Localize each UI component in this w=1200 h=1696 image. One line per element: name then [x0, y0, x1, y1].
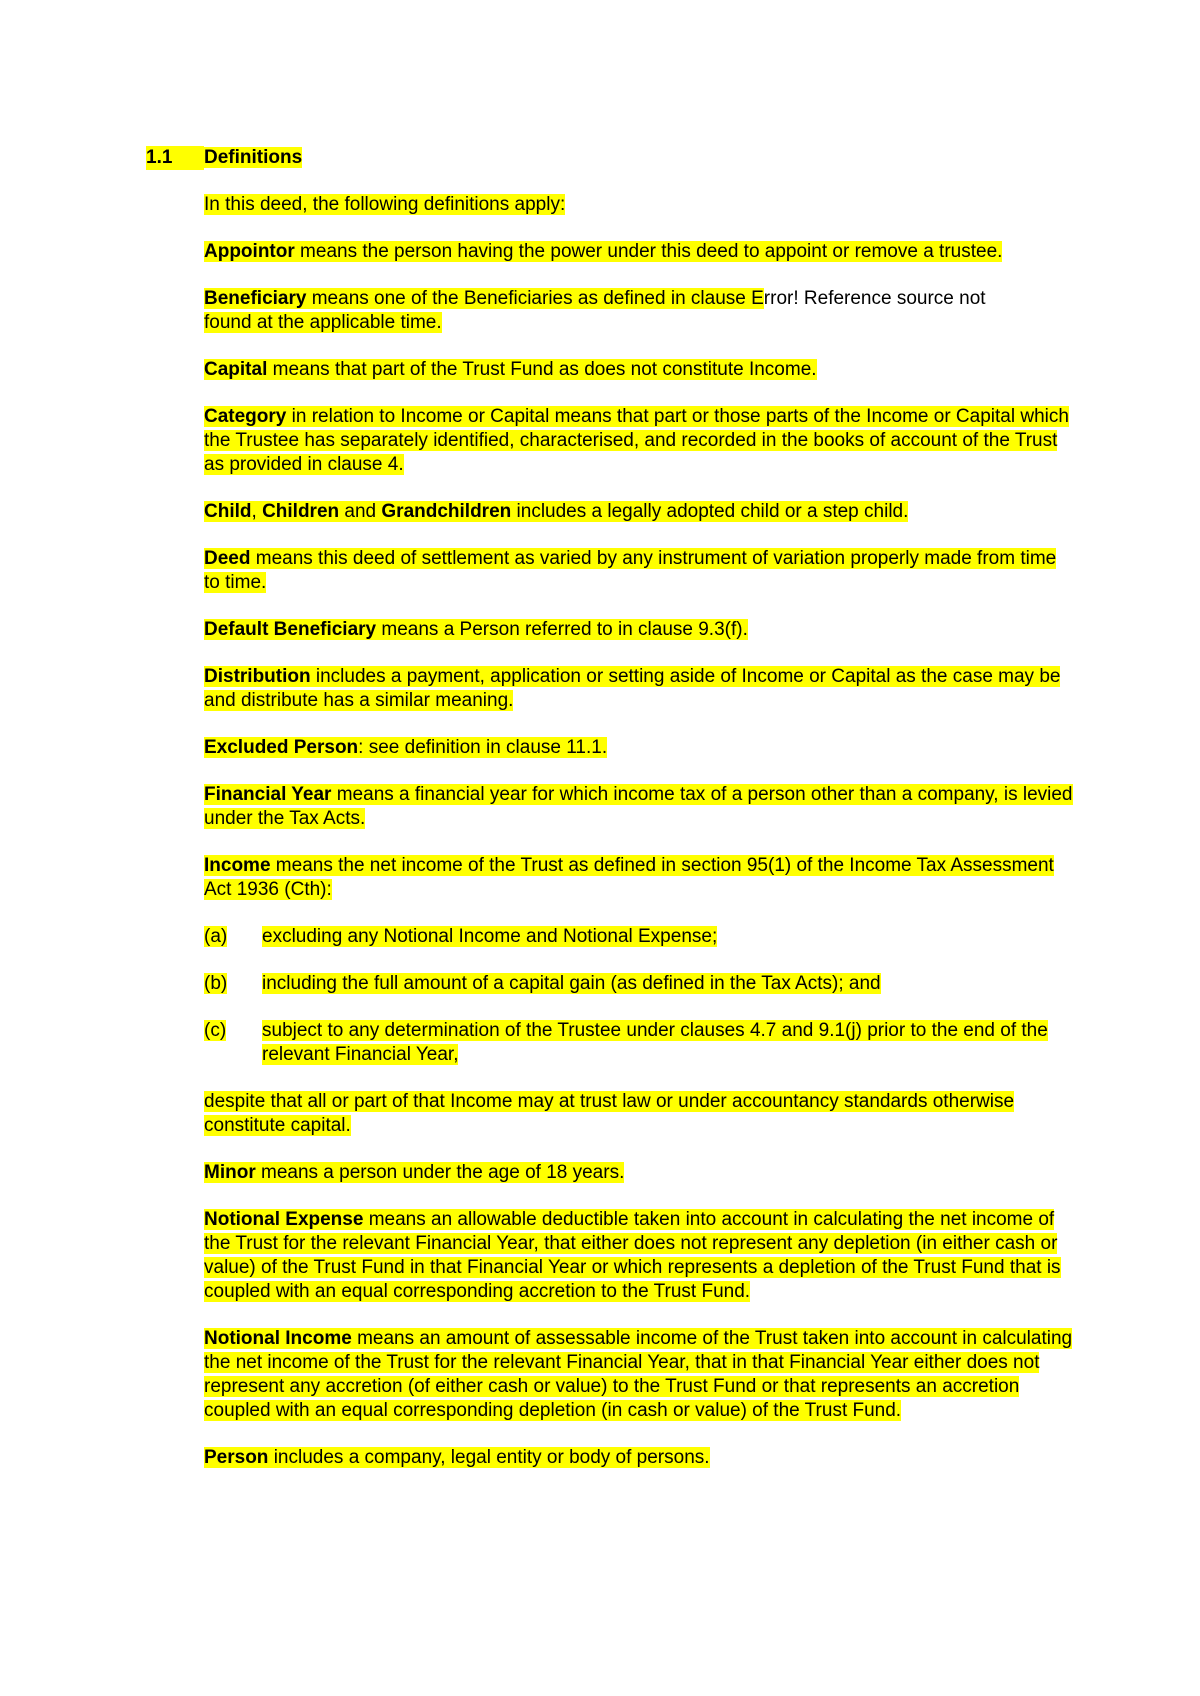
definition-excluded-person [204, 736, 1074, 760]
term-beneficiary: Beneficiary [204, 288, 307, 309]
intro-text: In this deed, the following definitions apply: [204, 194, 566, 215]
item-label: (a) [204, 926, 228, 947]
term-income: Income [204, 855, 271, 876]
term-deed: Deed [204, 548, 251, 569]
income-closing [204, 1090, 1074, 1138]
definition-beneficiary [204, 287, 1074, 335]
section-number: 1.1 [146, 146, 204, 170]
item-text: excluding any Notional Income and Notional Expense; [262, 926, 718, 947]
definition-text: means an allowable deductible taken into account in calculating the net income of the Trust for the relevant Financial Year, that either does not represent any depletion (in either cash or value) of the Trust Fund in that Financial Year or which represents a depletion of the Trust Fund that is coupled with an equal corresponding accretion to the Trust Fund. [204, 1209, 1061, 1302]
item-label: (b) [204, 973, 228, 994]
reference-error-text: rror! Reference source not [763, 288, 986, 309]
income-item-c [204, 1019, 1074, 1067]
section-title: Definitions [204, 147, 303, 168]
term-notional-income: Notional Income [204, 1328, 352, 1349]
term-default-beneficiary: Default Beneficiary [204, 619, 377, 640]
definition-text: includes a legally adopted child or a step child. [511, 501, 909, 522]
definition-text: found at the applicable time. [204, 312, 442, 333]
separator: , [251, 501, 263, 522]
term-financial-year: Financial Year [204, 784, 332, 805]
item-text: subject to any determination of the Trustee under clauses 4.7 and 9.1(j) prior to the end of the relevant Financial Year, [262, 1020, 1048, 1065]
definition-income [204, 854, 1074, 902]
intro-paragraph [204, 193, 1074, 217]
definition-distribution [204, 665, 1074, 713]
income-item-b [204, 972, 1074, 996]
definition-minor [204, 1161, 1074, 1185]
definitions-body [204, 193, 1074, 1493]
definition-text: includes a payment, application or setting aside of Income or Capital as the case may be and distribute has a similar meaning. [204, 666, 1061, 711]
definition-text: means the net income of the Trust as defined in section 95(1) of the Income Tax Assessment Act 1936 (Cth): [204, 855, 1054, 900]
term-grandchildren: Grandchildren [381, 501, 512, 522]
definition-text: means that part of the Trust Fund as does not constitute Income. [267, 359, 817, 380]
term-capital: Capital [204, 359, 268, 380]
definition-category [204, 405, 1074, 477]
definition-text: means one of the Beneficiaries as defined in clause E [306, 288, 764, 309]
definition-text: means this deed of settlement as varied by any instrument of variation properly made from time to time. [204, 548, 1057, 593]
section-heading [146, 146, 302, 170]
term-appointor: Appointor [204, 241, 295, 262]
definition-text: means the person having the power under this deed to appoint or remove a trustee. [294, 241, 1003, 262]
definition-capital [204, 358, 1074, 382]
definition-default-beneficiary [204, 618, 1074, 642]
definition-text: means a Person referred to in clause 9.3(f). [376, 619, 748, 640]
definition-notional-expense [204, 1208, 1074, 1304]
term-excluded-person: Excluded Person [204, 737, 359, 758]
definition-text: means an amount of assessable income of the Trust taken into account in calculating the net income of the Trust for the relevant Financial Year, that in that Financial Year either does not represent any accretion (of either cash or value) to the Trust Fund or that represents an accretion coupled with an equal corresponding depletion (in cash or value) of the Trust Fund. [204, 1328, 1073, 1421]
income-item-a [204, 925, 1074, 949]
term-person: Person [204, 1447, 269, 1468]
definition-financial-year [204, 783, 1074, 831]
definition-text: includes a company, legal entity or body of persons. [268, 1447, 710, 1468]
item-label: (c) [204, 1020, 227, 1041]
term-minor: Minor [204, 1162, 256, 1183]
term-children: Children [262, 501, 340, 522]
definition-text: : see definition in clause 11.1. [358, 737, 608, 758]
definition-notional-income [204, 1327, 1074, 1423]
term-category: Category [204, 406, 287, 427]
definition-appointor [204, 240, 1074, 264]
closing-text: despite that all or part of that Income may at trust law or under accountancy standards otherwise constitute capital. [204, 1091, 1015, 1136]
definition-deed [204, 547, 1074, 595]
definition-text: means a financial year for which income tax of a person other than a company, is levied under the Tax Acts. [204, 784, 1073, 829]
definition-child [204, 500, 1074, 524]
term-distribution: Distribution [204, 666, 311, 687]
term-child: Child [204, 501, 252, 522]
term-notional-expense: Notional Expense [204, 1209, 364, 1230]
definition-text: in relation to Income or Capital means that part or those parts of the Income or Capital which the Trustee has separately identified, characterised, and recorded in the books of account of the Trust as provided in clause 4. [204, 406, 1069, 475]
definition-text: means a person under the age of 18 years. [255, 1162, 625, 1183]
definition-person [204, 1446, 1074, 1470]
item-text: including the full amount of a capital gain (as defined in the Tax Acts); and [262, 973, 881, 994]
separator: and [339, 501, 382, 522]
